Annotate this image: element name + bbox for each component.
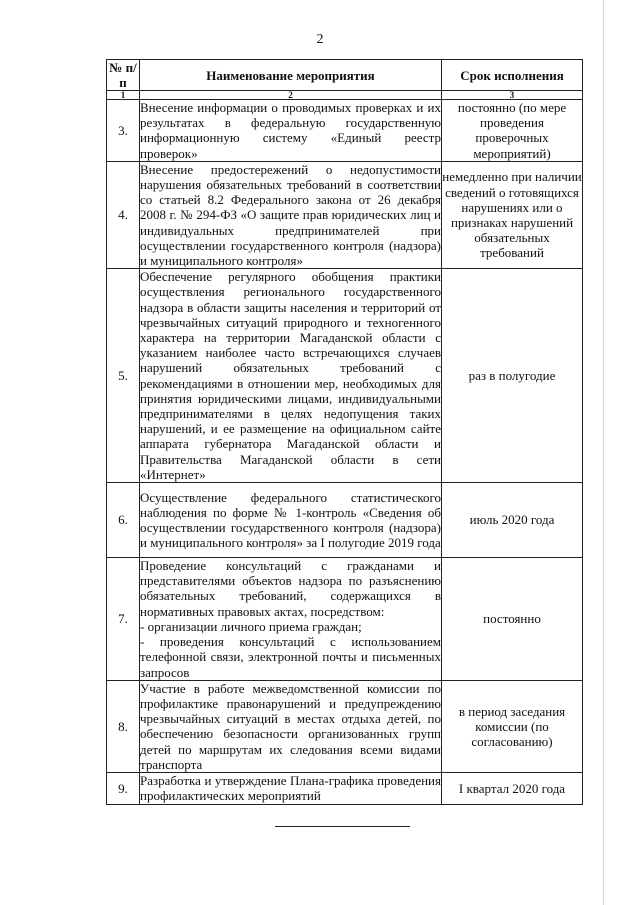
event-name: Осуществление федерального статистического наблюдения по форме № 1-контроль «Сведения об осуществлении государственного контроля (надзора) и муниципального контроля» за I полугодие 2019 года: [140, 483, 442, 558]
table-header-row: [107, 60, 583, 91]
table-row: [107, 680, 583, 772]
event-term: I квартал 2020 года: [442, 772, 583, 804]
table-row: [107, 558, 583, 681]
page-number: 2: [316, 32, 324, 47]
table-row: [107, 269, 583, 483]
event-name: [140, 558, 442, 681]
table-row: [107, 483, 583, 558]
event-name: Участие в работе межведомственной комиссии по профилактике правонарушений и предупреждению чрезвычайных ситуаций в местах отдыха детей, по обеспечению безопасности организованных групп детей по маршрутам их следования всеми видами транспорта: [140, 680, 441, 772]
event-subitem: - организации личного приема граждан;: [140, 618, 362, 634]
column-index: 3: [442, 91, 583, 100]
event-subitem: - проведения консультаций с использованием телефонной связи, электронной почты и письменных запросов: [140, 634, 441, 680]
row-number: 6.: [107, 483, 140, 558]
events-table: [106, 59, 583, 805]
row-number: 4.: [107, 161, 140, 268]
event-term: в период заседания комиссии (по согласованию): [442, 680, 583, 772]
header-name: Наименование мероприятия: [140, 60, 442, 91]
event-term: июль 2020 года: [442, 483, 583, 558]
column-index: 1: [107, 91, 140, 100]
row-number: 8.: [107, 680, 140, 772]
column-index: 2: [140, 91, 442, 100]
event-name: Внесение предостережений о недопустимости нарушения обязательных требований в соответствии со статьей 8.2 Федерального закона от 26 декабря 2008 г. № 294-ФЗ «О защите прав юридических лиц и индивидуальных предпринимателей при осуществлении государственного контроля (надзора) и муниципального контроля»: [140, 161, 441, 269]
event-name: Внесение информации о проводимых проверках и их результатах в федеральную государственную информационную систему «Единый реестр проверок»: [140, 100, 441, 161]
event-name: Разработка и утверждение Плана-графика проведения профилактических мероприятий: [140, 773, 441, 804]
header-term: Срок исполнения: [442, 60, 583, 91]
table-row: [107, 772, 583, 804]
event-term: раз в полугодие: [442, 269, 583, 483]
row-number: 3.: [107, 100, 140, 162]
row-number: 5.: [107, 269, 140, 483]
event-term: немедленно при наличии сведений о готовящихся нарушениях или о признаках нарушений обязательных требований: [442, 161, 583, 268]
row-number: 9.: [107, 772, 140, 804]
row-number: 7.: [107, 558, 140, 681]
column-index-row: [107, 91, 583, 100]
header-num: № п/п: [107, 60, 140, 91]
table-row: [107, 100, 583, 162]
event-name: Обеспечение регулярного обобщения практики осуществления регионального государственного надзора в области защиты населения и территорий от чрезвычайных ситуаций природного и техногенного характера на территории Магаданской области с указанием наиболее часто встречающихся случаев нарушений обязательных требований с рекомендациями в отношении мер, необходимых для принятия юридическими лицами, индивидуальными предпринимателями в целях недопущения таких нарушений, и ее размещение на официальном сайте аппарата губернатора Магаданской области и Правительства Магаданской области в сети «Интернет»: [140, 269, 441, 482]
scan-edge-line: [603, 0, 604, 905]
event-term: постоянно: [442, 558, 583, 681]
event-name-text: Проведение консультаций с гражданами и представителями объектов надзора по разъяснению обязательных требований, содержащихся в нормативных правовых актах, посредством:: [140, 558, 441, 619]
closing-line: [275, 826, 410, 827]
table-row: [107, 161, 583, 268]
event-term: постоянно (по мере проведения проверочных мероприятий): [442, 100, 583, 162]
